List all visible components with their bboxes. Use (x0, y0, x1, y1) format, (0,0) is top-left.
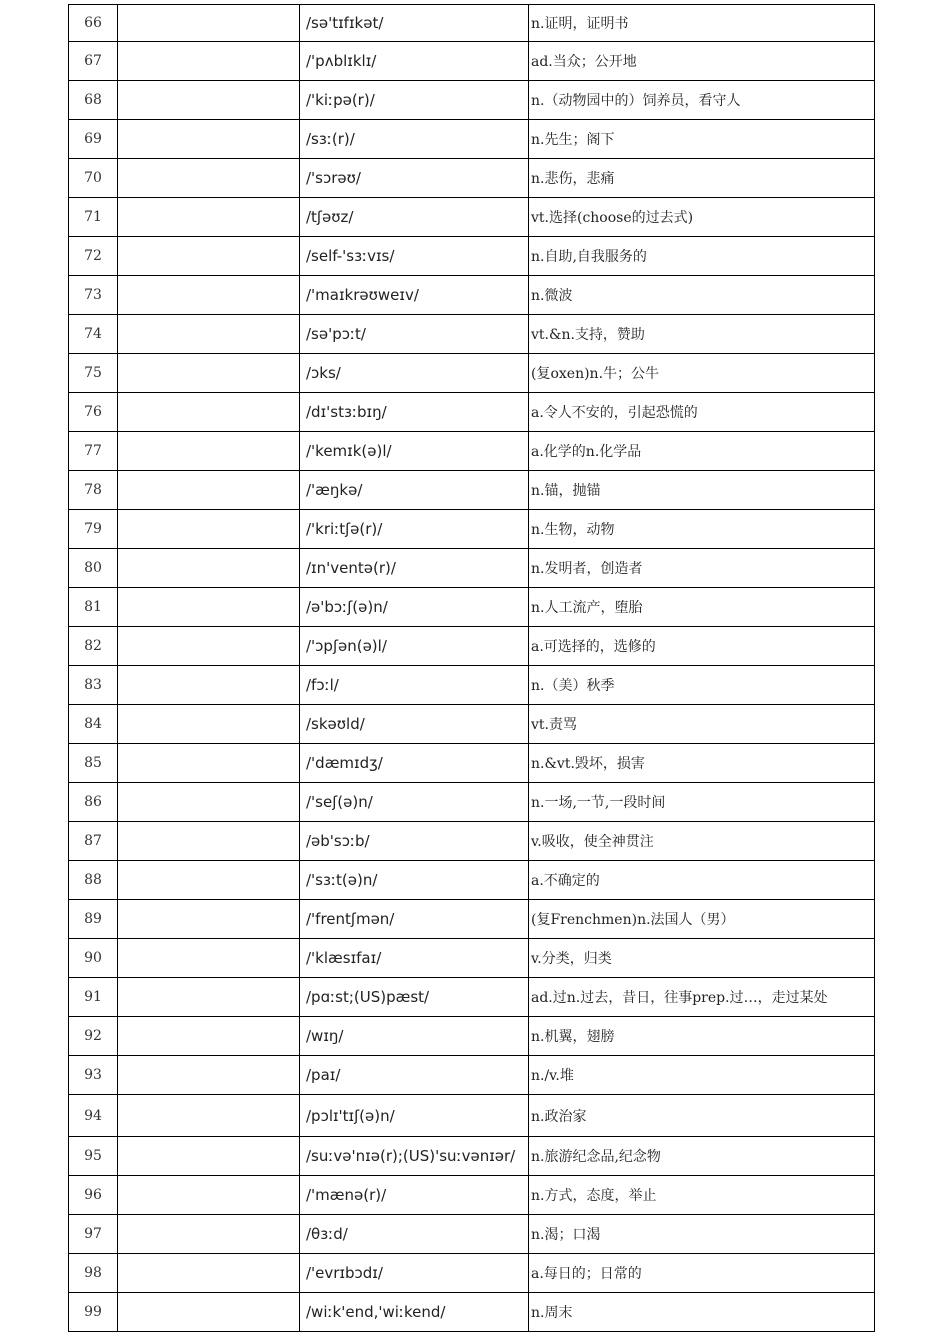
table-row (69, 1293, 875, 1332)
table-row (69, 1056, 875, 1095)
row-number: 87 (69, 822, 118, 861)
phonetic-cell: /'pʌblɪklɪ/ (300, 42, 529, 81)
word-cell (118, 783, 300, 822)
phonetic-cell: /'sɜːt(ə)n/ (300, 861, 529, 900)
row-number: 98 (69, 1254, 118, 1293)
word-cell (118, 1176, 300, 1215)
definition-cell: (复oxen)n.牛；公牛 (529, 354, 875, 393)
row-number: 94 (69, 1095, 118, 1137)
definition-cell: a.化学的n.化学品 (529, 432, 875, 471)
phonetic-cell: /sə'pɔːt/ (300, 315, 529, 354)
word-cell (118, 276, 300, 315)
row-number: 81 (69, 588, 118, 627)
word-cell (118, 627, 300, 666)
definition-cell: vt.责骂 (529, 705, 875, 744)
word-cell (118, 471, 300, 510)
definition-cell: n.渴；口渴 (529, 1215, 875, 1254)
vocabulary-table (68, 4, 875, 1332)
phonetic-cell: /θɜːd/ (300, 1215, 529, 1254)
row-number: 79 (69, 510, 118, 549)
word-cell (118, 900, 300, 939)
row-number: 74 (69, 315, 118, 354)
phonetic-cell: /sɜː(r)/ (300, 120, 529, 159)
phonetic-cell: /'kemɪk(ə)l/ (300, 432, 529, 471)
table-row (69, 939, 875, 978)
definition-cell: v.吸收，使全神贯注 (529, 822, 875, 861)
row-number: 88 (69, 861, 118, 900)
table-row (69, 744, 875, 783)
definition-cell: n.发明者，创造者 (529, 549, 875, 588)
table-row (69, 1095, 875, 1137)
table-row (69, 588, 875, 627)
table-row (69, 627, 875, 666)
row-number: 93 (69, 1056, 118, 1095)
definition-cell: n.方式，态度，举止 (529, 1176, 875, 1215)
word-cell (118, 432, 300, 471)
word-cell (118, 1056, 300, 1095)
definition-cell: n./v.堆 (529, 1056, 875, 1095)
definition-cell: a.每日的；日常的 (529, 1254, 875, 1293)
phonetic-cell: /paɪ/ (300, 1056, 529, 1095)
row-number: 91 (69, 978, 118, 1017)
word-cell (118, 159, 300, 198)
row-number: 75 (69, 354, 118, 393)
word-cell (118, 549, 300, 588)
definition-cell: n.微波 (529, 276, 875, 315)
table-row (69, 1017, 875, 1056)
definition-cell: a.不确定的 (529, 861, 875, 900)
row-number: 90 (69, 939, 118, 978)
phonetic-cell: /tʃəʊz/ (300, 198, 529, 237)
word-cell (118, 744, 300, 783)
definition-cell: n.机翼，翅膀 (529, 1017, 875, 1056)
phonetic-cell: /'kiːpə(r)/ (300, 81, 529, 120)
phonetic-cell: /pɑːst;(US)pæst/ (300, 978, 529, 1017)
row-number: 80 (69, 549, 118, 588)
row-number: 73 (69, 276, 118, 315)
vocabulary-rows (69, 5, 875, 1332)
phonetic-cell: /suːvə'nɪə(r);(US)'suːvənɪər/ (300, 1137, 529, 1176)
definition-cell: n.证明，证明书 (529, 5, 875, 42)
definition-cell: n.生物，动物 (529, 510, 875, 549)
table-row (69, 120, 875, 159)
definition-cell: ad.过n.过去，昔日，往事prep.过…，走过某处 (529, 978, 875, 1017)
definition-cell: n.锚，抛锚 (529, 471, 875, 510)
word-cell (118, 978, 300, 1017)
table-row (69, 861, 875, 900)
word-cell (118, 1254, 300, 1293)
word-cell (118, 510, 300, 549)
definition-cell: n.（动物园中的）饲养员，看守人 (529, 81, 875, 120)
table-row (69, 1137, 875, 1176)
word-cell (118, 1293, 300, 1332)
phonetic-cell: /ɪn'ventə(r)/ (300, 549, 529, 588)
word-cell (118, 822, 300, 861)
definition-cell: n.人工流产，堕胎 (529, 588, 875, 627)
table-row (69, 315, 875, 354)
definition-cell: n.（美）秋季 (529, 666, 875, 705)
phonetic-cell: /fɔːl/ (300, 666, 529, 705)
phonetic-cell: /'klæsɪfaɪ/ (300, 939, 529, 978)
table-row (69, 1176, 875, 1215)
word-cell (118, 1017, 300, 1056)
phonetic-cell: /'ɔpʃən(ə)l/ (300, 627, 529, 666)
phonetic-cell: /əb'sɔːb/ (300, 822, 529, 861)
table-row (69, 276, 875, 315)
row-number: 89 (69, 900, 118, 939)
phonetic-cell: /pɔlɪ'tɪʃ(ə)n/ (300, 1095, 529, 1137)
definition-cell: n.自助,自我服务的 (529, 237, 875, 276)
row-number: 66 (69, 5, 118, 42)
row-number: 78 (69, 471, 118, 510)
definition-cell: n.一场,一节,一段时间 (529, 783, 875, 822)
word-cell (118, 5, 300, 42)
word-cell (118, 315, 300, 354)
row-number: 86 (69, 783, 118, 822)
phonetic-cell: /'æŋkə/ (300, 471, 529, 510)
row-number: 77 (69, 432, 118, 471)
row-number: 99 (69, 1293, 118, 1332)
row-number: 68 (69, 81, 118, 120)
table-row (69, 1215, 875, 1254)
definition-cell: n.悲伤，悲痛 (529, 159, 875, 198)
table-row (69, 237, 875, 276)
definition-cell: n.&vt.毁坏，损害 (529, 744, 875, 783)
phonetic-cell: /'seʃ(ə)n/ (300, 783, 529, 822)
word-cell (118, 1095, 300, 1137)
phonetic-cell: /ə'bɔːʃ(ə)n/ (300, 588, 529, 627)
table-row (69, 42, 875, 81)
table-row (69, 549, 875, 588)
word-cell (118, 354, 300, 393)
row-number: 71 (69, 198, 118, 237)
definition-cell: (复Frenchmen)n.法国人（男） (529, 900, 875, 939)
word-cell (118, 120, 300, 159)
phonetic-cell: /'evrɪbɔdɪ/ (300, 1254, 529, 1293)
definition-cell: vt.&n.支持，赞助 (529, 315, 875, 354)
row-number: 67 (69, 42, 118, 81)
row-number: 97 (69, 1215, 118, 1254)
phonetic-cell: /wiːk'end,'wiːkend/ (300, 1293, 529, 1332)
row-number: 85 (69, 744, 118, 783)
row-number: 92 (69, 1017, 118, 1056)
table-row (69, 978, 875, 1017)
row-number: 96 (69, 1176, 118, 1215)
row-number: 95 (69, 1137, 118, 1176)
table-row (69, 81, 875, 120)
phonetic-cell: /'sɔrəʊ/ (300, 159, 529, 198)
word-cell (118, 1137, 300, 1176)
table-row (69, 354, 875, 393)
table-row (69, 510, 875, 549)
definition-cell: n.政治家 (529, 1095, 875, 1137)
row-number: 76 (69, 393, 118, 432)
row-number: 82 (69, 627, 118, 666)
definition-cell: a.令人不安的，引起恐慌的 (529, 393, 875, 432)
table-row (69, 471, 875, 510)
row-number: 69 (69, 120, 118, 159)
phonetic-cell: /self-'sɜːvɪs/ (300, 237, 529, 276)
phonetic-cell: /'dæmɪdʒ/ (300, 744, 529, 783)
definition-cell: vt.选择(choose的过去式) (529, 198, 875, 237)
phonetic-cell: /skəʊld/ (300, 705, 529, 744)
definition-cell: n.先生；阁下 (529, 120, 875, 159)
table-row (69, 705, 875, 744)
table-row (69, 5, 875, 42)
table-row (69, 159, 875, 198)
word-cell (118, 42, 300, 81)
word-cell (118, 588, 300, 627)
word-cell (118, 1215, 300, 1254)
table-row (69, 666, 875, 705)
word-cell (118, 198, 300, 237)
row-number: 84 (69, 705, 118, 744)
table-row (69, 900, 875, 939)
phonetic-cell: /'maɪkrəʊweɪv/ (300, 276, 529, 315)
phonetic-cell: /'kriːtʃə(r)/ (300, 510, 529, 549)
definition-cell: ad.当众；公开地 (529, 42, 875, 81)
word-cell (118, 666, 300, 705)
phonetic-cell: /wɪŋ/ (300, 1017, 529, 1056)
table-row (69, 198, 875, 237)
table-row (69, 783, 875, 822)
word-cell (118, 861, 300, 900)
phonetic-cell: /'frentʃmən/ (300, 900, 529, 939)
word-cell (118, 237, 300, 276)
definition-cell: v.分类，归类 (529, 939, 875, 978)
word-cell (118, 393, 300, 432)
word-cell (118, 705, 300, 744)
table-row (69, 822, 875, 861)
definition-cell: n.旅游纪念品,纪念物 (529, 1137, 875, 1176)
row-number: 72 (69, 237, 118, 276)
word-cell (118, 81, 300, 120)
phonetic-cell: /ɔks/ (300, 354, 529, 393)
table-row (69, 432, 875, 471)
definition-cell: a.可选择的，选修的 (529, 627, 875, 666)
table-row (69, 1254, 875, 1293)
phonetic-cell: /sə'tɪfɪkət/ (300, 5, 529, 42)
phonetic-cell: /'mænə(r)/ (300, 1176, 529, 1215)
phonetic-cell: /dɪ'stɜːbɪŋ/ (300, 393, 529, 432)
table-row (69, 393, 875, 432)
definition-cell: n.周末 (529, 1293, 875, 1332)
row-number: 83 (69, 666, 118, 705)
word-cell (118, 939, 300, 978)
row-number: 70 (69, 159, 118, 198)
